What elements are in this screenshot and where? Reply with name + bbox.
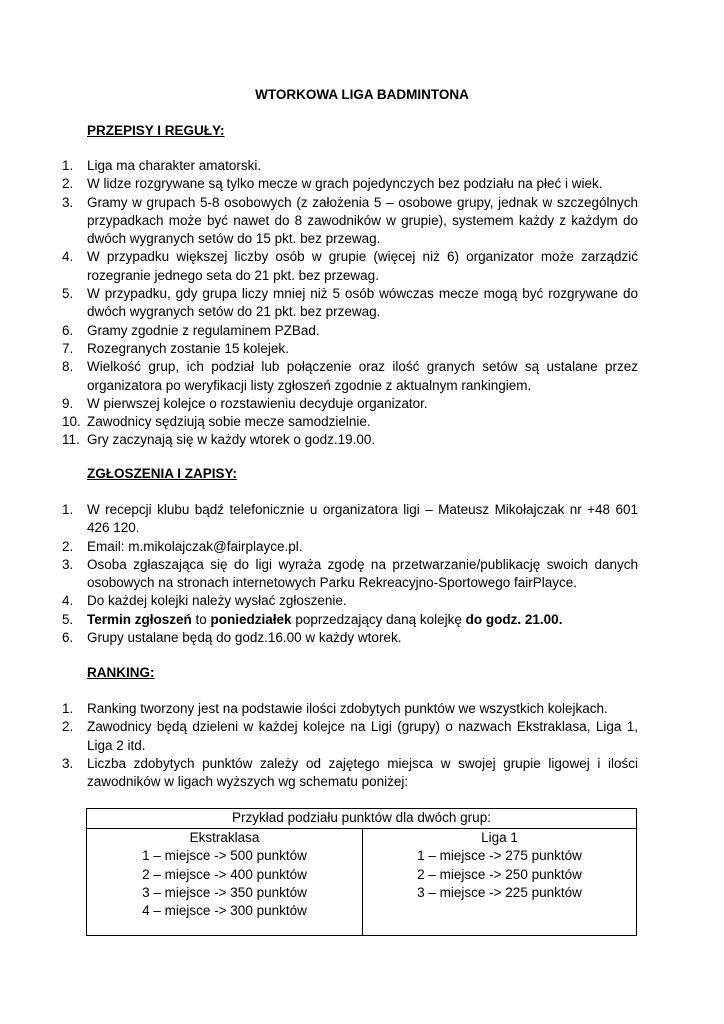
list-item xyxy=(62,157,638,175)
list-item-number: 9. xyxy=(62,395,74,411)
list-item-number: 2. xyxy=(62,719,74,735)
text-run: poprzedzający daną kolejkę xyxy=(291,611,466,627)
points-table-column-header: Liga 1 xyxy=(481,830,518,845)
list-item-number: 11. xyxy=(62,432,80,448)
list-item-number: 2. xyxy=(62,176,74,192)
list-item-number: 1. xyxy=(62,158,74,173)
list-item xyxy=(62,700,638,718)
list-item xyxy=(62,592,638,610)
points-table-row: 1 – miejsce -> 500 punktów xyxy=(142,848,307,864)
list-item-text: Zawodnicy sędziują sobie mecze samodzielnie. xyxy=(87,414,371,430)
list-item-number: 6. xyxy=(62,630,74,646)
list-item xyxy=(62,718,638,755)
document-title: WTORKOWA LIGA BADMINTONA xyxy=(255,87,469,102)
list-item-number: 4. xyxy=(62,249,74,265)
points-table-row: 1 – miejsce -> 275 punktów xyxy=(417,848,582,864)
points-table-column-ekstraklasa xyxy=(87,829,362,935)
list-item-number: 5. xyxy=(62,286,74,302)
bold-text: poniedziałek xyxy=(210,611,292,627)
list-item xyxy=(62,431,638,449)
list-item xyxy=(62,395,638,413)
points-table-row: 4 – miejsce -> 300 punktów xyxy=(142,903,307,919)
points-table-column-header: Ekstraklasa xyxy=(189,830,260,845)
list-item-text: Liczba zdobytych punktów zależy od zajętego miejsca w swojej grupie ligowej i ilości zawodników w ligach wyższych wg schematu poniżej: xyxy=(87,755,638,790)
list-item-text: Gry zaczynają się w każdy wtorek o godz.19.00. xyxy=(87,432,376,448)
list-item-number: 10. xyxy=(62,414,81,430)
list-item xyxy=(62,322,638,340)
list-item xyxy=(62,501,638,538)
list-item-text: Gramy w grupach 5-8 osobowych (z założenia 5 – osobowe grupy, jednak w szczególnych przypadkach może być nawet do 8 zawodników w grupie), systemem każdy z każdym do dwóch wygranych setów do 15 pkt. bez przewag. xyxy=(87,194,638,247)
list-item xyxy=(62,629,638,647)
list-item-number: 4. xyxy=(62,593,74,609)
list-item-text: W pierwszej kolejce o rozstawieniu decyduje organizator. xyxy=(87,395,428,411)
list-item-text: Wielkość grup, ich podział lub połączenie oraz ilość granych setów są ustalane przez organizatora po weryfikacji listy zgłoszeń zgodnie z aktualnym rankingiem. xyxy=(87,359,638,393)
list-item xyxy=(62,413,638,431)
list-item-number: 3. xyxy=(62,556,74,572)
list-item xyxy=(62,175,638,193)
list-item-number: 1. xyxy=(62,701,74,716)
points-table-row: 2 – miejsce -> 250 punktów xyxy=(417,866,582,882)
section-heading-rules: PRZEPISY I REGUŁY: xyxy=(87,123,225,138)
list-item-text: W przypadku, gdy grupa liczy mniej niż 5 osób wówczas mecze mogą być rozgrywane do dwóch wygranych setów do 21 pkt. bez przewag. xyxy=(87,286,638,320)
list-item xyxy=(62,340,638,358)
list-item-text: Liga ma charakter amatorski. xyxy=(87,158,262,173)
points-table xyxy=(86,808,637,936)
list-item-text: Email: m.mikolajczak@fairplayce.pl. xyxy=(87,538,303,554)
list-item-text xyxy=(87,612,562,627)
list-item-number: 5. xyxy=(62,611,74,627)
rules-list xyxy=(62,157,638,450)
list-item-text: W przypadku większej liczby osób w grupie (więcej niż 6) organizator może zarządzić rozegranie jednego seta do 21 pkt. bez przewag. xyxy=(87,249,638,283)
list-item-text: W lidze rozgrywane są tylko mecze w grach pojedynczych bez podziału na płeć i wiek. xyxy=(87,176,603,192)
points-table-row: 3 – miejsce -> 350 punktów xyxy=(142,884,307,900)
list-item-number: 1. xyxy=(62,502,74,517)
list-item xyxy=(62,358,638,395)
list-item-text: Rozegranych zostanie 15 kolejek. xyxy=(87,340,289,356)
list-item xyxy=(62,611,638,629)
list-item xyxy=(62,194,638,249)
list-item-number: 3. xyxy=(62,755,74,771)
list-item-text: Gramy zgodnie z regulaminem PZBad. xyxy=(87,322,320,338)
list-item xyxy=(62,755,638,792)
list-item-text: Ranking tworzony jest na podstawie ilości zdobytych punktów we wszystkich kolejkach. xyxy=(87,701,608,716)
list-item xyxy=(62,538,638,556)
list-item-text: Grupy ustalane będą do godz.16.00 w każdy wtorek. xyxy=(87,630,402,646)
points-table-caption: Przykład podziału punktów dla dwóch grup: xyxy=(87,809,636,829)
list-item-text: Do każdej kolejki należy wysłać zgłoszenie. xyxy=(87,593,347,609)
list-item-text: W recepcji klubu bądź telefonicznie u organizatora ligi – Mateusz Mikołajczak nr +48 601 426 120. xyxy=(87,502,638,536)
list-item xyxy=(62,248,638,285)
text-run: to xyxy=(191,611,211,627)
list-item-text: Osoba zgłaszająca się do ligi wyraża zgodę na przetwarzanie/publikację swoich danych osobowych na stronach internetowych Parku Rekreacyjno-Sportowego fairPlayce. xyxy=(87,556,638,591)
list-item-number: 6. xyxy=(62,322,74,338)
section-heading-ranking: RANKING: xyxy=(87,665,155,680)
list-item-number: 2. xyxy=(62,538,74,554)
list-item xyxy=(62,556,638,593)
section-heading-registration: ZGŁOSZENIA I ZAPISY: xyxy=(87,466,238,481)
list-item-number: 3. xyxy=(62,194,74,210)
points-table-row: 3 – miejsce -> 225 punktów xyxy=(417,884,582,900)
bold-text: Termin zgłoszeń xyxy=(87,611,192,627)
list-item-number: 8. xyxy=(62,359,74,375)
list-item xyxy=(62,285,638,322)
registration-list xyxy=(62,501,638,647)
points-table-row: 2 – miejsce -> 400 punktów xyxy=(142,866,307,882)
list-item-number: 7. xyxy=(62,340,74,356)
ranking-list xyxy=(62,700,638,791)
list-item-text: Zawodnicy będą dzieleni w każdej kolejce na Ligi (grupy) o nazwach Ekstraklasa, Liga 1, Liga 2 itd. xyxy=(87,719,638,753)
points-table-column-liga-1 xyxy=(362,829,636,935)
bold-text: do godz. 21.00. xyxy=(465,611,563,627)
